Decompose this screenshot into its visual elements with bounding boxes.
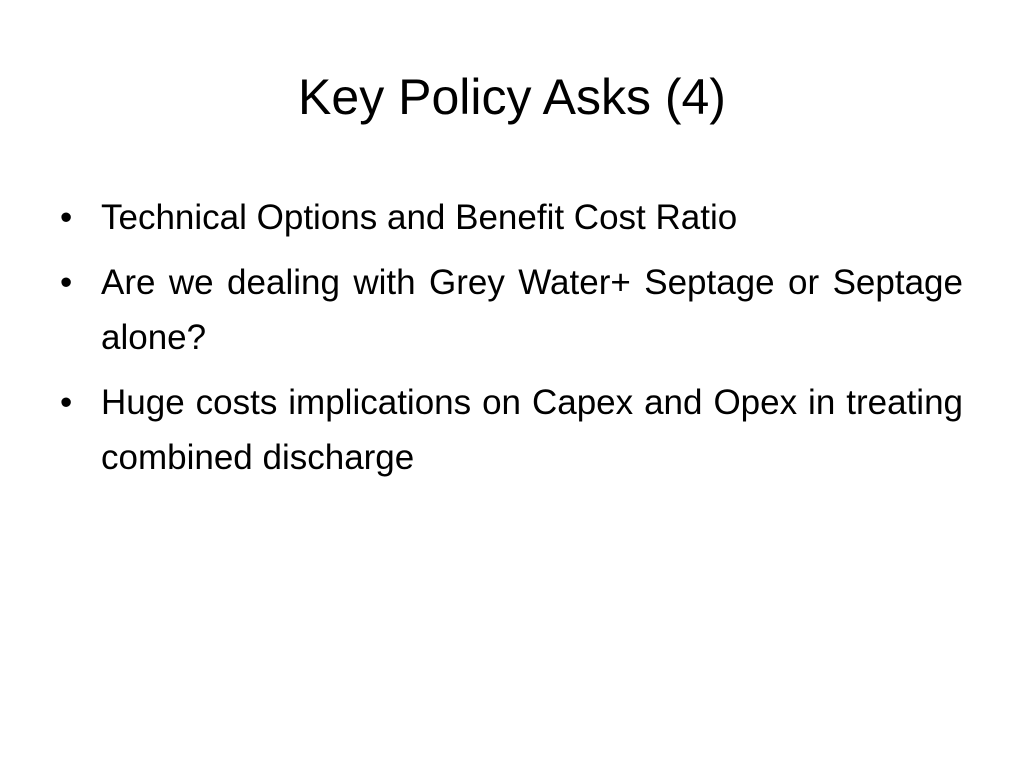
bullet-text: Technical Options and Benefit Cost Ratio [101,198,738,237]
bullet-item [60,255,963,365]
bullet-item [60,375,963,485]
bullet-icon: • [60,198,73,237]
bullet-text: Huge costs implications on Capex and Opex in treating combined discharge [101,383,963,477]
bullet-list [60,190,963,495]
bullet-icon: • [60,383,73,422]
bullet-item [60,190,963,245]
slide-title: Key Policy Asks (4) [298,69,726,125]
bullet-text: Are we dealing with Grey Water+ Septage or Septage alone? [101,263,963,357]
bullet-icon: • [60,263,73,302]
